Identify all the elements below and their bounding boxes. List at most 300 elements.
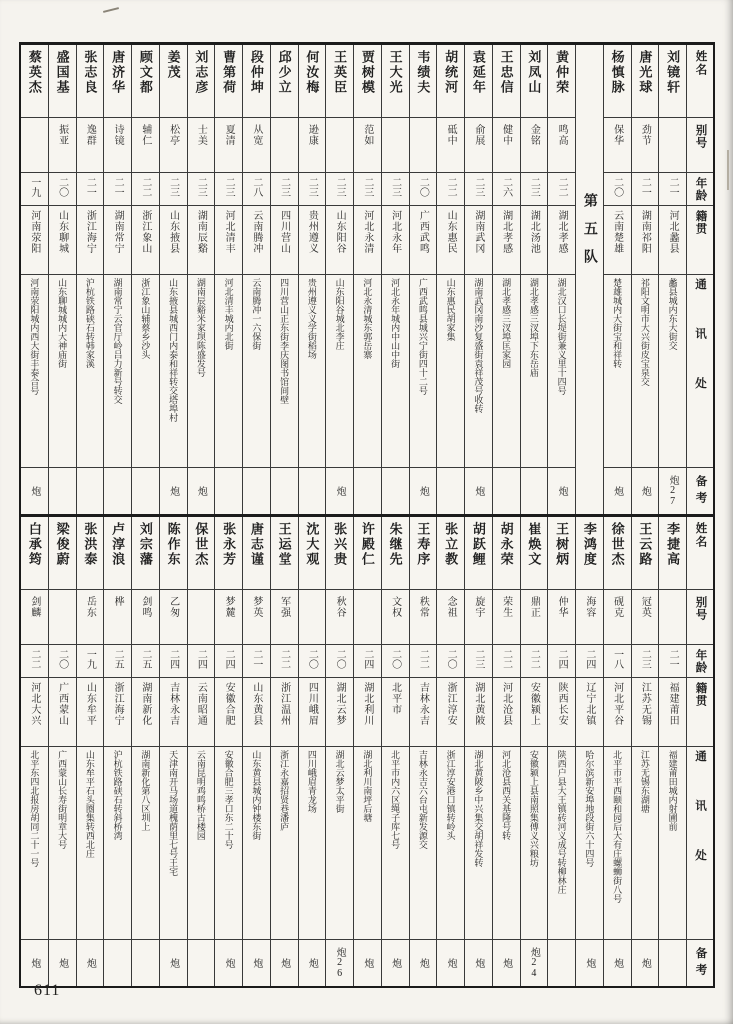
person-column xyxy=(353,45,381,514)
person-origin-text: 山东聊城 xyxy=(56,210,68,254)
person-alias xyxy=(160,589,187,644)
person-age-text: 二〇 xyxy=(56,177,68,197)
person-origin xyxy=(299,205,326,274)
person-age xyxy=(326,172,353,205)
person-origin xyxy=(354,677,381,746)
person-age xyxy=(382,172,409,205)
person-column xyxy=(270,517,298,986)
person-origin-text: 浙江淳安 xyxy=(445,682,457,726)
person-age-text: 二〇 xyxy=(56,649,68,669)
person-address xyxy=(215,274,242,467)
person-origin-text: 湖北云梦 xyxy=(334,682,346,726)
person-address xyxy=(659,746,686,939)
person-origin-text: 湖南新化 xyxy=(139,682,151,726)
person-origin-text: 湖北黄陂 xyxy=(472,682,484,726)
person-origin xyxy=(188,677,215,746)
person-age-text: 二三 xyxy=(361,177,373,197)
person-address-text: 陕西户县大王镇砖河义成号转柳林庄 xyxy=(556,750,567,894)
person-column xyxy=(21,45,48,514)
person-name-text: 卢淳浪 xyxy=(110,522,126,567)
person-origin xyxy=(132,677,159,746)
person-note xyxy=(104,939,131,986)
person-column xyxy=(520,517,548,986)
person-note xyxy=(659,939,686,986)
person-address xyxy=(243,274,270,467)
person-column xyxy=(159,45,187,514)
person-note xyxy=(410,467,437,514)
person-alias xyxy=(188,589,215,644)
person-address xyxy=(299,274,326,467)
person-origin-text: 浙江海宁 xyxy=(112,682,124,726)
person-age xyxy=(410,172,437,205)
person-name xyxy=(215,517,242,589)
person-age xyxy=(77,172,104,205)
person-origin xyxy=(188,205,215,274)
person-age-text: 二二 xyxy=(278,649,290,669)
person-column xyxy=(658,45,686,514)
row-label-alias: 别号 xyxy=(694,124,707,149)
person-address xyxy=(632,746,659,939)
person-alias-text: 岳东 xyxy=(84,596,96,618)
person-name xyxy=(604,45,631,117)
person-age-text: 二〇 xyxy=(389,649,401,669)
row-label-cell xyxy=(687,467,713,514)
person-age-text: 二五 xyxy=(139,649,151,669)
person-age-text: 二一 xyxy=(250,649,262,669)
person-age xyxy=(215,644,242,677)
person-name xyxy=(465,517,492,589)
person-age xyxy=(465,644,492,677)
person-note-text: 炮 xyxy=(500,958,512,968)
person-alias-text: 乙匆 xyxy=(167,596,179,618)
row-label-cell xyxy=(687,274,713,467)
person-name-text: 陈作东 xyxy=(165,522,181,567)
row-label-cell xyxy=(687,746,713,939)
person-address xyxy=(132,746,159,939)
person-name-text: 王云路 xyxy=(637,522,653,567)
person-name-text: 袁延年 xyxy=(470,50,486,95)
person-column xyxy=(547,45,575,514)
person-address xyxy=(521,746,548,939)
roster-table-lower xyxy=(21,514,713,986)
person-age xyxy=(632,172,659,205)
person-alias-text: 逊康 xyxy=(306,124,318,146)
person-alias-text: 士美 xyxy=(195,124,207,146)
person-name xyxy=(77,517,104,589)
person-name xyxy=(160,45,187,117)
person-alias xyxy=(326,117,353,172)
person-name xyxy=(188,45,215,117)
person-address-text: 沪杭铁路硖石转斜桥湾 xyxy=(112,750,123,840)
person-column xyxy=(325,517,353,986)
person-age-text: 一九 xyxy=(28,177,40,197)
person-note xyxy=(21,939,48,986)
person-origin-text: 浙江象山 xyxy=(139,210,151,254)
person-name-text: 胡永荣 xyxy=(498,522,514,567)
person-note-text: 炮 xyxy=(28,486,40,496)
person-address-text: 哈尔滨新安埠地段街六十四号 xyxy=(584,750,595,867)
person-origin-text: 河北永年 xyxy=(389,210,401,254)
person-column xyxy=(575,517,603,986)
person-alias xyxy=(493,117,520,172)
person-age-text: 二三 xyxy=(278,177,290,197)
person-address-text: 山东黄县城内钟楼东街 xyxy=(251,750,262,840)
person-column xyxy=(48,517,76,986)
person-alias-text: 念祖 xyxy=(445,596,457,618)
person-alias xyxy=(604,589,631,644)
person-note xyxy=(548,467,575,514)
person-age-text: 二一 xyxy=(639,177,651,197)
person-column xyxy=(409,45,437,514)
person-origin-text: 山东掖县 xyxy=(167,210,179,254)
person-age-text: 二〇 xyxy=(417,177,429,197)
person-age xyxy=(437,644,464,677)
person-name xyxy=(299,517,326,589)
person-name xyxy=(465,45,492,117)
person-note xyxy=(437,939,464,986)
person-origin-text: 云南昭通 xyxy=(195,682,207,726)
person-origin-text: 山东黄县 xyxy=(250,682,262,726)
person-name xyxy=(493,45,520,117)
person-column xyxy=(547,517,575,986)
person-origin-text: 陕西长安 xyxy=(556,682,568,726)
person-origin-text: 河北大兴 xyxy=(28,682,40,726)
person-address-text: 河北永年城内中山中街 xyxy=(390,278,401,368)
person-address-text: 楚雄城内大街宝和祥转 xyxy=(612,278,623,368)
person-alias xyxy=(21,589,48,644)
row-label-age: 年龄 xyxy=(694,177,707,202)
person-origin-text: 湖北孝感 xyxy=(556,210,568,254)
person-alias-text: 范如 xyxy=(361,124,373,146)
person-origin-text: 四川峨眉 xyxy=(306,682,318,726)
person-note xyxy=(437,467,464,514)
person-column xyxy=(103,517,131,986)
person-origin xyxy=(77,205,104,274)
person-name xyxy=(632,517,659,589)
person-column xyxy=(187,45,215,514)
person-note-text: 炮 xyxy=(639,958,651,968)
person-name-text: 王树炳 xyxy=(554,522,570,567)
person-alias xyxy=(465,589,492,644)
person-note xyxy=(49,939,76,986)
person-alias xyxy=(215,117,242,172)
person-age-text: 二四 xyxy=(223,649,235,669)
person-age xyxy=(160,644,187,677)
roster-table-upper xyxy=(21,45,713,514)
person-origin-text: 安徽合肥 xyxy=(223,682,235,726)
person-age-text: 二三 xyxy=(389,177,401,197)
person-name-text: 张立教 xyxy=(443,522,459,567)
person-origin-text: 贵州遵义 xyxy=(306,210,318,254)
person-note xyxy=(160,467,187,514)
person-address-text: 湖南辰谿米家坝陈盛发号 xyxy=(195,278,206,377)
person-origin xyxy=(77,677,104,746)
person-origin xyxy=(215,205,242,274)
person-alias-text: 梦麓 xyxy=(223,596,235,618)
person-age xyxy=(104,644,131,677)
person-origin-text: 北平市 xyxy=(389,682,401,715)
person-name-text: 沈大观 xyxy=(304,522,320,567)
person-name xyxy=(132,45,159,117)
person-name-text: 崔焕文 xyxy=(526,522,542,567)
person-address xyxy=(632,274,659,467)
person-note-text: 炮 xyxy=(639,486,651,496)
person-origin-text: 河北平谷 xyxy=(611,682,623,726)
person-age xyxy=(493,644,520,677)
person-age-text: 二二 xyxy=(28,649,40,669)
person-alias-text: 从宽 xyxy=(250,124,262,146)
person-address xyxy=(188,274,215,467)
person-alias-text: 健中 xyxy=(500,124,512,146)
person-alias xyxy=(271,117,298,172)
person-alias-text: 剑麟 xyxy=(28,596,40,618)
person-name xyxy=(382,45,409,117)
person-column xyxy=(76,45,104,514)
person-origin xyxy=(632,677,659,746)
person-column xyxy=(603,45,631,514)
person-age-text: 二三 xyxy=(223,177,235,197)
person-address-text: 云南腾冲一六保街 xyxy=(251,278,262,350)
person-name xyxy=(521,45,548,117)
person-alias-text: 砥中 xyxy=(445,124,457,146)
person-origin-text: 河北蠡县 xyxy=(667,210,679,254)
person-address xyxy=(271,746,298,939)
person-age xyxy=(382,644,409,677)
person-note xyxy=(354,467,381,514)
scan-artifact xyxy=(727,150,729,190)
person-origin xyxy=(493,677,520,746)
person-name-text: 唐志谨 xyxy=(248,522,264,567)
person-alias xyxy=(632,117,659,172)
person-note xyxy=(215,467,242,514)
person-name xyxy=(77,45,104,117)
row-label-cell xyxy=(687,45,713,117)
person-note xyxy=(382,467,409,514)
person-origin xyxy=(21,677,48,746)
person-address xyxy=(326,746,353,939)
person-alias xyxy=(521,589,548,644)
person-alias-text: 松亭 xyxy=(167,124,179,146)
person-origin-text: 云南腾冲 xyxy=(250,210,262,254)
person-note xyxy=(326,467,353,514)
person-alias xyxy=(132,117,159,172)
row-label-origin: 籍贯 xyxy=(694,682,707,707)
person-address xyxy=(188,746,215,939)
person-address-text: 湖南新化第八区圳上 xyxy=(140,750,151,831)
person-address-text: 山东聊城城内大神庙街 xyxy=(57,278,68,368)
person-note xyxy=(271,939,298,986)
person-column xyxy=(353,517,381,986)
person-alias xyxy=(21,117,48,172)
person-age-text: 二三 xyxy=(167,177,179,197)
person-age-text: 二三 xyxy=(472,649,484,669)
person-age xyxy=(604,172,631,205)
person-name-text: 顾文都 xyxy=(137,50,153,95)
person-alias-text: 劲节 xyxy=(639,124,651,146)
person-age xyxy=(188,644,215,677)
person-age xyxy=(493,172,520,205)
person-age xyxy=(521,172,548,205)
person-alias-text: 荣生 xyxy=(500,596,512,618)
person-age-text: 二三 xyxy=(639,649,651,669)
person-origin xyxy=(215,677,242,746)
person-alias xyxy=(521,117,548,172)
person-column xyxy=(131,517,159,986)
person-address-text: 广西武鸣县城兴宁街四十二号 xyxy=(417,278,428,395)
person-origin xyxy=(548,677,575,746)
person-address-text: 河北永清城东郭岳寨 xyxy=(362,278,373,359)
person-address xyxy=(326,274,353,467)
person-note xyxy=(243,467,270,514)
person-note xyxy=(77,939,104,986)
person-origin xyxy=(548,205,575,274)
person-column xyxy=(520,45,548,514)
person-alias xyxy=(132,589,159,644)
person-note-text: 炮 xyxy=(334,486,346,496)
person-note xyxy=(604,939,631,986)
person-origin xyxy=(465,677,492,746)
person-address-text: 浙江永嘉招贤巷潘庐 xyxy=(279,750,290,831)
person-alias-text: 军强 xyxy=(278,596,290,618)
person-age xyxy=(77,644,104,677)
person-alias-text: 辅仁 xyxy=(139,124,151,146)
person-age-text: 一八 xyxy=(611,649,623,669)
person-origin xyxy=(160,677,187,746)
person-alias xyxy=(299,589,326,644)
person-name xyxy=(659,517,686,589)
person-age-text: 二四 xyxy=(195,649,207,669)
row-label-cell xyxy=(687,117,713,172)
person-name-text: 王英臣 xyxy=(332,50,348,95)
person-name xyxy=(188,517,215,589)
person-address-text: 祁阳文明市大兴街皮宝泉交 xyxy=(639,278,650,386)
person-column xyxy=(76,517,104,986)
person-address xyxy=(49,746,76,939)
person-column xyxy=(603,517,631,986)
person-note-text: 炮 xyxy=(195,486,207,496)
person-name-text: 蔡英杰 xyxy=(26,50,42,95)
person-age xyxy=(632,644,659,677)
person-note xyxy=(604,467,631,514)
person-note-text: 炮 xyxy=(28,958,40,968)
person-address-text: 湖北孝感三汊埠下东岳庙 xyxy=(528,278,539,377)
person-note-text: 炮 xyxy=(472,958,484,968)
person-origin xyxy=(521,205,548,274)
person-alias-text: 保华 xyxy=(611,124,623,146)
person-address-text: 北平市平西颐和园后大有庄螺蛳街八号 xyxy=(612,750,623,903)
person-age-text: 二四 xyxy=(361,649,373,669)
person-column xyxy=(242,517,270,986)
person-note xyxy=(521,467,548,514)
person-name xyxy=(354,45,381,117)
person-address xyxy=(410,746,437,939)
person-address-text: 云南昆明鸡鸣桥古楼园 xyxy=(195,750,206,840)
person-origin-text: 吉林永吉 xyxy=(417,682,429,726)
person-address xyxy=(548,746,575,939)
person-alias xyxy=(354,589,381,644)
person-alias-text: 冠英 xyxy=(639,596,651,618)
person-address-text: 河北沧县西关基隆号转 xyxy=(501,750,512,840)
person-name-text: 刘宗藩 xyxy=(137,522,153,567)
person-age-text: 二二 xyxy=(500,649,512,669)
person-column xyxy=(48,45,76,514)
person-address-text: 四川峨眉青龙场 xyxy=(306,750,317,813)
person-origin xyxy=(604,205,631,274)
person-note-text: 炮 xyxy=(223,958,235,968)
person-origin-text: 湖南辰谿 xyxy=(195,210,207,254)
person-alias xyxy=(410,589,437,644)
person-name-text: 王寿序 xyxy=(415,522,431,567)
person-address xyxy=(132,274,159,467)
person-origin xyxy=(104,677,131,746)
person-alias-text: 振亚 xyxy=(56,124,68,146)
person-age xyxy=(215,172,242,205)
person-age-text: 二三 xyxy=(528,177,540,197)
person-origin-text: 河北清丰 xyxy=(223,210,235,254)
person-age xyxy=(465,172,492,205)
person-age-text: 二二 xyxy=(445,177,457,197)
person-age-text: 二三 xyxy=(195,177,207,197)
person-address-text: 北平市内六区绳子库七号 xyxy=(390,750,401,849)
row-label-remarks: 备考 xyxy=(694,946,707,980)
person-origin xyxy=(437,205,464,274)
person-alias-text: 鼎正 xyxy=(528,596,540,618)
person-alias xyxy=(77,589,104,644)
row-label-name: 姓名 xyxy=(694,50,707,77)
person-note xyxy=(132,467,159,514)
person-origin xyxy=(271,677,298,746)
person-alias xyxy=(299,117,326,172)
person-name xyxy=(382,517,409,589)
person-name xyxy=(521,517,548,589)
person-age-text: 二一 xyxy=(667,177,679,197)
person-alias-text: 秩常 xyxy=(417,596,429,618)
person-origin-text: 四川营山 xyxy=(278,210,290,254)
person-note xyxy=(132,939,159,986)
person-note-text: 炮 xyxy=(556,486,568,496)
person-origin xyxy=(49,677,76,746)
person-alias xyxy=(576,589,603,644)
person-address xyxy=(104,274,131,467)
person-age-text: 二三 xyxy=(472,177,484,197)
person-age xyxy=(548,172,575,205)
person-origin-text: 河北沧县 xyxy=(500,682,512,726)
person-name-text: 盛国基 xyxy=(54,50,70,95)
person-origin-text: 福建莆田 xyxy=(667,682,679,726)
person-column xyxy=(492,517,520,986)
person-note-text: 炮 xyxy=(389,958,401,968)
person-address-text: 浙江象山辅蔡乡沙头 xyxy=(140,278,151,359)
row-label-alias: 别号 xyxy=(694,596,707,621)
person-alias-text: 俞展 xyxy=(472,124,484,146)
person-address-text: 湖北孝感三汊埠匡家园 xyxy=(501,278,512,368)
person-note-text: 炮 xyxy=(84,958,96,968)
person-origin-text: 浙江海宁 xyxy=(84,210,96,254)
person-address-text: 山东掖县城西门内泰和祥转交塔埠村 xyxy=(168,278,179,422)
person-name-text: 保世杰 xyxy=(193,522,209,567)
person-alias xyxy=(326,589,353,644)
person-origin-text: 吉林永吉 xyxy=(167,682,179,726)
person-alias-text: 文权 xyxy=(389,596,401,618)
person-address xyxy=(382,274,409,467)
person-age xyxy=(437,172,464,205)
person-address xyxy=(493,746,520,939)
person-note xyxy=(160,939,187,986)
row-label-origin: 籍贯 xyxy=(694,210,707,235)
person-address-text: 山东牟平石头圈集转西北庄 xyxy=(84,750,95,858)
person-alias xyxy=(410,117,437,172)
person-address xyxy=(548,274,575,467)
